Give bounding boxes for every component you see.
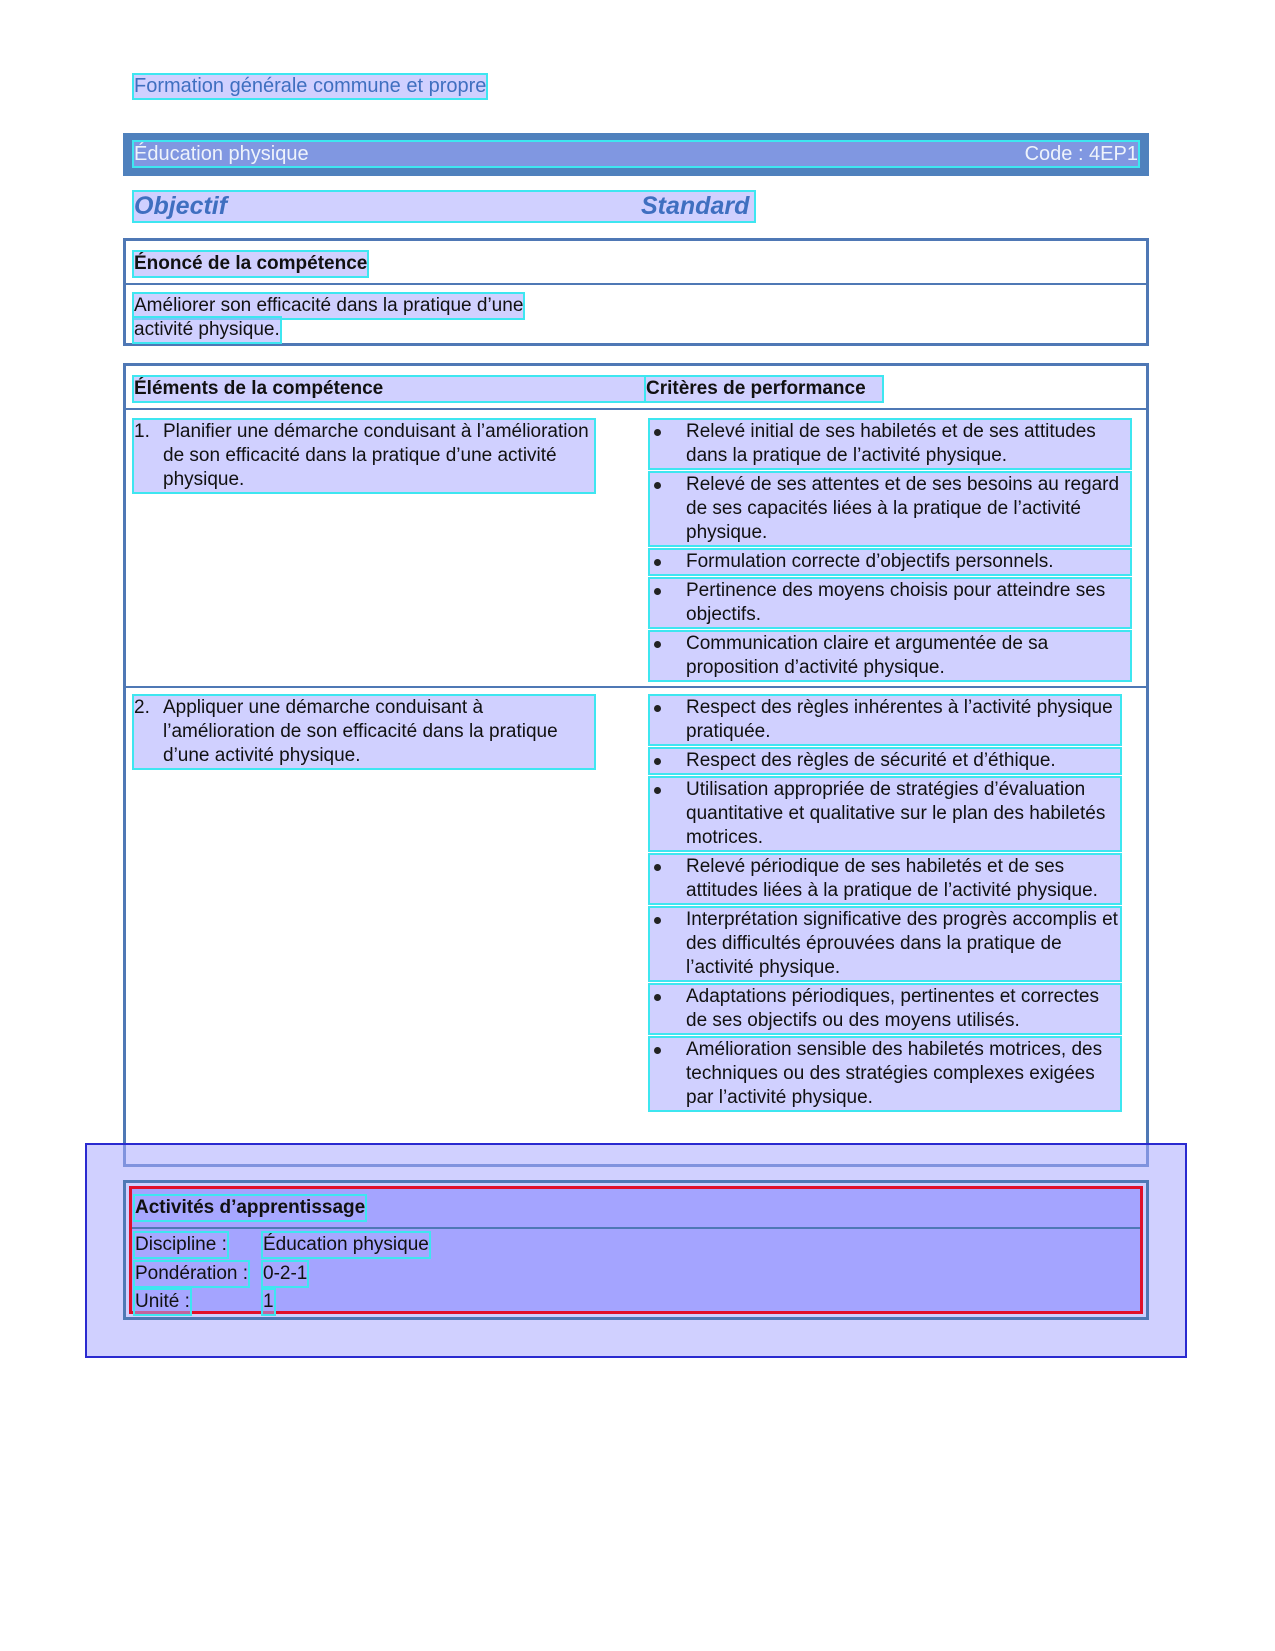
bullet-icon	[650, 696, 664, 720]
discipline-label: Discipline :	[135, 1234, 227, 1255]
criterion-item: Formulation correcte d’objectifs personnels.	[650, 550, 1130, 574]
criterion-item: Respect des règles inhérentes à l’activité physique pratiquée.	[650, 696, 1120, 744]
element-2-text: Appliquer une démarche conduisant à l’amélioration de son efficacité dans la pratique d’une activité physique.	[134, 696, 594, 768]
course-code: Code : 4EP1	[1024, 142, 1138, 165]
criterion-item: Utilisation appropriée de stratégies d’évaluation quantitative et qualitative sur le plan des habiletés motrices.	[650, 778, 1120, 850]
statement-line-2: activité physique.	[134, 319, 280, 340]
criterion-item: Relevé initial de ses habiletés et de ses attitudes dans la pratique de l’activité physique.	[650, 420, 1130, 468]
activities-heading: Activités d’apprentissage	[135, 1197, 366, 1218]
element-1	[134, 420, 594, 492]
elements-header	[126, 366, 1146, 410]
criteria-list-2	[650, 696, 1120, 1115]
element-2	[134, 696, 594, 768]
unit-label: Unité :	[135, 1291, 190, 1312]
ponderation-label: Pondération :	[135, 1263, 249, 1284]
criterion-item: Relevé de ses attentes et de ses besoins au regard de ses capacités liées à la pratique de l’activité physique.	[650, 473, 1130, 545]
standard-label: Standard	[641, 192, 750, 220]
bullet-icon	[650, 778, 664, 802]
elements-heading: Éléments de la compétence	[134, 377, 644, 401]
course-header-bar	[123, 133, 1149, 176]
element-2-number: 2.	[134, 697, 150, 718]
bullet-icon	[650, 855, 664, 879]
elements-criteria-box	[123, 363, 1149, 1167]
learning-activities-box	[123, 1180, 1149, 1320]
statement-text	[134, 294, 523, 342]
bullet-icon	[650, 550, 664, 574]
bullet-icon	[650, 632, 664, 656]
competency-statement-box	[123, 238, 1149, 346]
statement-header	[126, 241, 1146, 285]
criterion-item: Communication claire et argumentée de sa proposition d’activité physique.	[650, 632, 1130, 680]
criterion-item: Interprétation significative des progrès accomplis et des difficultés éprouvées dans la pratique de l’activité physique.	[650, 908, 1120, 980]
criterion-item: Adaptations périodiques, pertinentes et correctes de ses objectifs ou des moyens utilisés.	[650, 985, 1120, 1033]
bullet-icon	[650, 1038, 664, 1062]
unit-value: 1	[263, 1291, 274, 1312]
ponderation-value: 0-2-1	[263, 1263, 308, 1284]
criterion-item: Relevé périodique de ses habiletés et de ses attitudes liées à la pratique de l’activité physique.	[650, 855, 1120, 903]
bullet-icon	[650, 579, 664, 603]
statement-heading: Énoncé de la compétence	[134, 253, 368, 274]
course-name: Éducation physique	[134, 142, 309, 165]
element-1-number: 1.	[134, 421, 150, 442]
bullet-icon	[650, 908, 664, 932]
criterion-item: Amélioration sensible des habiletés motrices, des techniques ou des stratégies complexes exigées par l’activité physique.	[650, 1038, 1120, 1110]
bullet-icon	[650, 473, 664, 497]
objective-row	[134, 192, 754, 221]
discipline-value: Éducation physique	[263, 1234, 429, 1255]
activities-header	[132, 1189, 1140, 1229]
bullet-icon	[650, 420, 664, 444]
row-divider	[126, 686, 1146, 688]
criteria-list-1	[650, 420, 1130, 685]
element-1-text: Planifier une démarche conduisant à l’amélioration de son efficacité dans la pratique d’une activité physique.	[134, 420, 594, 492]
learning-activities-panel	[129, 1186, 1143, 1314]
criterion-item: Pertinence des moyens choisis pour atteindre ses objectifs.	[650, 579, 1130, 627]
criterion-item: Respect des règles de sécurité et d’éthique.	[650, 749, 1120, 773]
page-subtitle: Formation générale commune et propre	[134, 75, 487, 97]
statement-line-1: Améliorer son efficacité dans la pratique d’une	[134, 295, 524, 316]
bullet-icon	[650, 985, 664, 1009]
criteria-heading: Critères de performance	[646, 377, 882, 401]
objective-label: Objectif	[134, 192, 228, 220]
bullet-icon	[650, 749, 664, 773]
